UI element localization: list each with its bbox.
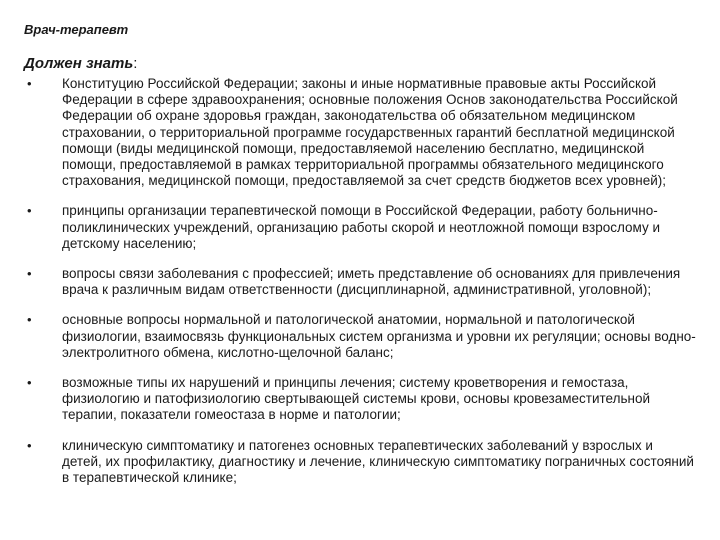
list-item-text: вопросы связи заболевания с профессией; иметь представление об основаниях для привлечения врача к различным видам ответственности (дисциплинарной, административной, уголовной); — [62, 266, 681, 298]
list-item — [24, 438, 696, 487]
section-heading-colon: : — [133, 55, 138, 72]
section-heading — [24, 55, 137, 73]
list-item-text: возможные типы их нарушений и принципы лечения; систему кроветворения и гемостаза, физиологию и патофизиологию свертывающей системы крови, основы кровезаместительной терапии, показатели гомеостаза в норме и патологии; — [62, 375, 650, 423]
list-item — [24, 266, 696, 298]
list-item-text: принципы организации терапевтической помощи в Российской Федерации, работу больнично-поликлинических учреждений, организацию работы скорой и неотложной помощи взрослому и детскому населению; — [62, 203, 660, 251]
list-item — [24, 375, 696, 424]
slide-title: Врач-терапевт — [24, 22, 129, 37]
list-item — [24, 76, 696, 189]
requirements-list — [24, 76, 696, 500]
list-item — [24, 312, 696, 361]
bullet-icon: • — [27, 437, 32, 453]
bullet-icon: • — [27, 76, 32, 91]
list-item-text: Конституцию Российской Федерации; законы и иные нормативные правовые акты Российской Федерации в сфере здравоохранения; основные положения Основ законодательства Российской Федерации об охране здоровья граждан, законодательства об обязательном медицинском страховании, о территориальной программе государственных гарантий бесплатной медицинской помощи (виды медицинской помощи, предоставляемой населению бесплатно, медицинской помощи, предоставляемой в рамках территориальной программы обязательного медицинского страхования, медицинской помощи, предоставляемой за счет средств бюджетов всех уровней); — [62, 76, 678, 189]
list-item-text: основные вопросы нормальной и патологической анатомии, нормальной и патологической физиологии, взаимосвязь функциональных систем организма и уровни их регуляции; основы водно-электролитного обмена, кислотно-щелочной баланс; — [62, 312, 696, 360]
list-item — [24, 203, 696, 252]
bullet-icon: • — [27, 266, 32, 282]
bullet-icon: • — [27, 312, 32, 328]
bullet-icon: • — [27, 375, 32, 391]
bullet-icon: • — [27, 203, 32, 219]
section-heading-label: Должен знать — [24, 55, 134, 72]
list-item-text: клиническую симптоматику и патогенез основных терапевтических заболеваний у взрослых и детей, их профилактику, диагностику и лечение, клиническую симптоматику пограничных состояний в терапевтической клинике; — [62, 437, 694, 486]
